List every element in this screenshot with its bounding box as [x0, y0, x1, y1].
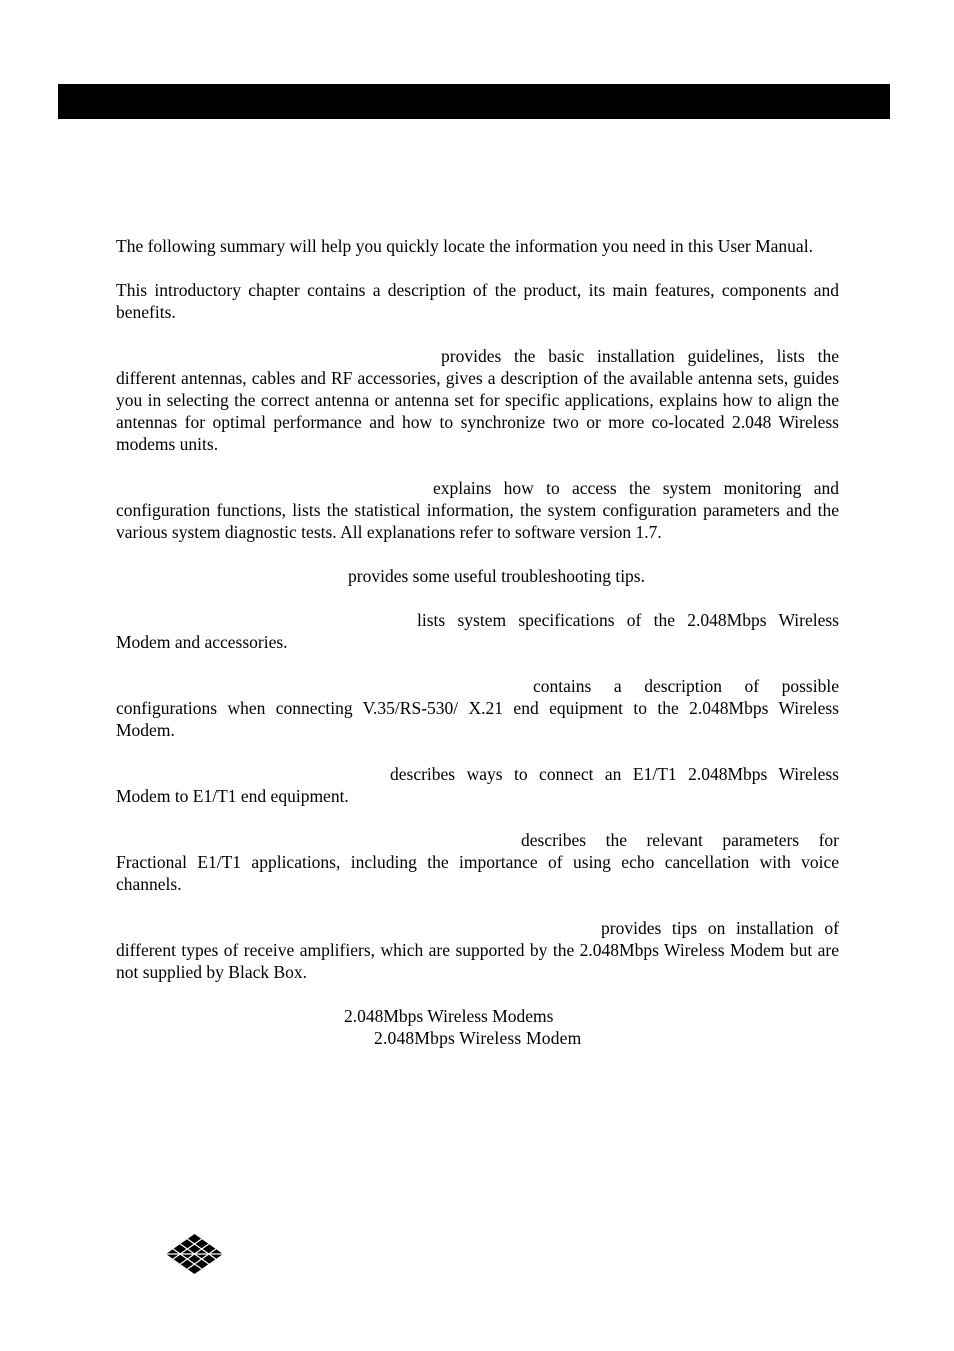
- black-box-diamond-logo-icon: [166, 1234, 223, 1274]
- appendix-a-summary: lists system specifications of the 2.048Mbps Wireless Modem and accessories.: [116, 610, 839, 652]
- appendix-e-summary: provides tips on installation of different types of receive amplifiers, which are supported by the 2.048Mbps Wireless Modem but are not supplied by Black Box.: [116, 918, 839, 982]
- chapter-1-summary: This introductory chapter contains a description of the product, its main features, components and benefits.: [116, 280, 839, 322]
- document-body: [116, 235, 839, 1049]
- intro-paragraph: The following summary will help you quickly locate the information you need in this User Manual.: [116, 236, 813, 256]
- trailing-lines: [116, 1005, 839, 1049]
- header-bar: [58, 84, 890, 119]
- chapter-4-summary: provides some useful troubleshooting tips.: [348, 566, 645, 586]
- trailing-line-1: 2.048Mbps Wireless Modems: [344, 1006, 554, 1026]
- appendix-d-summary: describes the relevant parameters for Fractional E1/T1 applications, including the importance of using echo cancellation with voice channels.: [116, 830, 839, 894]
- chapter-3-summary: explains how to access the system monitoring and configuration functions, lists the statistical information, the system configuration parameters and the various system diagnostic tests. All explanations refer to software version 1.7.: [116, 478, 839, 542]
- trailing-line-2: 2.048Mbps Wireless Modem: [374, 1028, 582, 1048]
- chapter-2-summary: provides the basic installation guidelines, lists the different antennas, cables and RF accessories, gives a description of the available antenna sets, guides you in selecting the correct antenna or antenna set for specific applications, explains how to align the antennas for optimal performance and how to synchronize two or more co-located 2.048 Wireless modems units.: [116, 346, 839, 454]
- appendix-b-summary: contains a description of possible configurations when connecting V.35/RS-530/ X.21 end equipment to the 2.048Mbps Wireless Modem.: [116, 676, 839, 740]
- appendix-c-summary: describes ways to connect an E1/T1 2.048Mbps Wireless Modem to E1/T1 end equipment.: [116, 764, 839, 806]
